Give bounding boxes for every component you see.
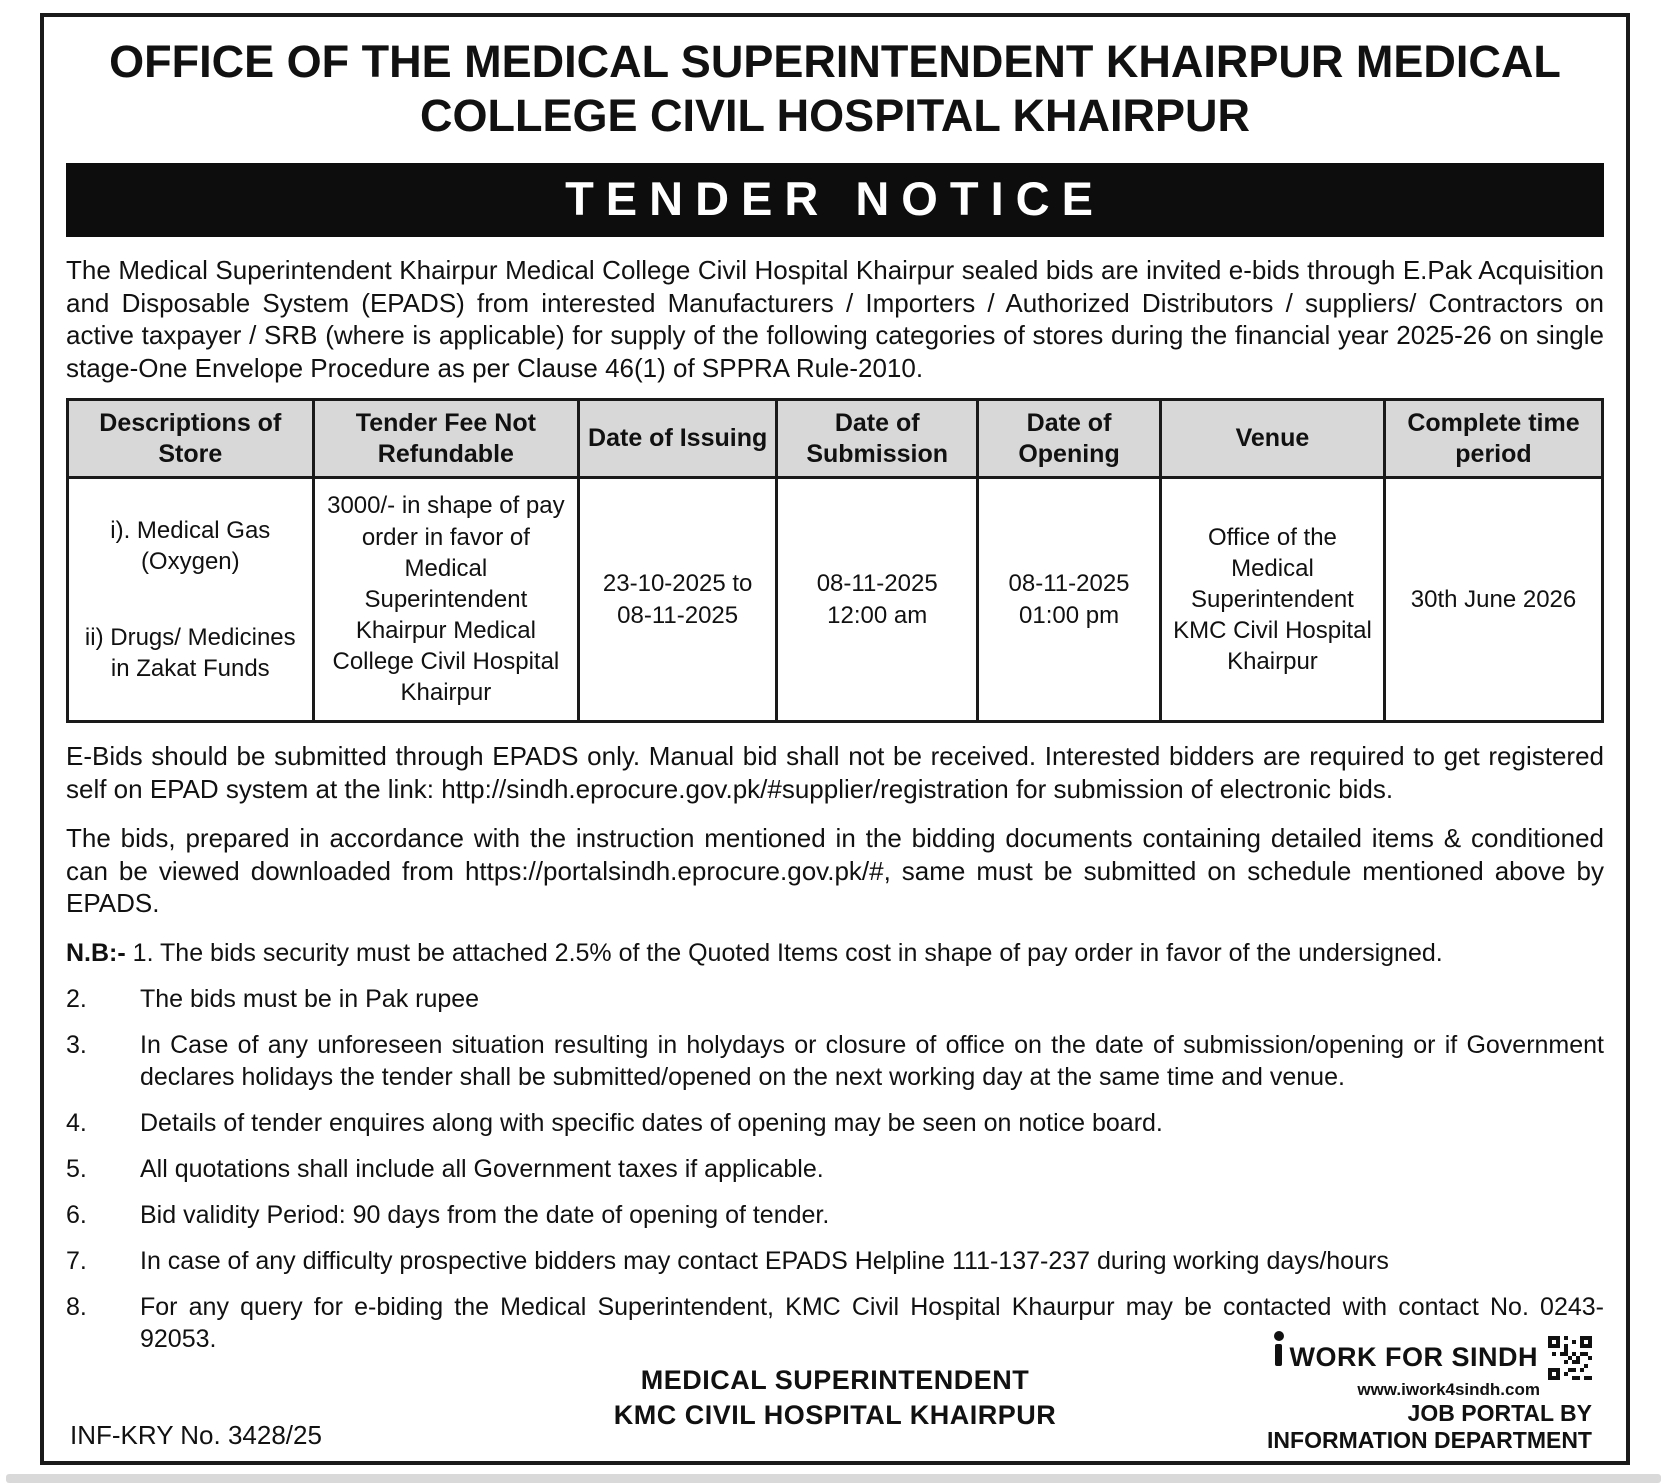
page-title: OFFICE OF THE MEDICAL SUPERINTENDENT KHAIRPUR MEDICAL COLLEGE CIVIL HOSPITAL KHAIRPUR: [109, 36, 1561, 141]
notes-list: [66, 983, 1604, 1355]
note-text: The bids must be in Pak rupee: [140, 984, 480, 1013]
date-issuing-cell: 23-10-2025 to 08-11-2025: [579, 478, 777, 722]
store-item-2: ii) Drugs/ Medicines in Zakat Funds: [84, 623, 296, 682]
logo-brand-text: WORK FOR SINDH: [1289, 1342, 1538, 1373]
table-header-cell: Descriptions of Store: [68, 400, 314, 478]
store-item-1: i). Medical Gas (Oxygen): [110, 517, 271, 576]
nb-label: N.B:-: [66, 938, 126, 967]
submission-date: 08-11-2025: [816, 570, 938, 598]
signature-line-2: KMC CIVIL HOSPITAL KHAIRPUR: [613, 1399, 1057, 1430]
note-text: Details of tender enquires along with specific dates of opening may be seen on notice board.: [140, 1108, 1163, 1137]
logo-url: www.iwork4sindh.com: [1357, 1379, 1540, 1399]
note-item: [66, 983, 1604, 1015]
reference-number: INF-KRY No. 3428/25: [70, 1420, 322, 1450]
qr-code-icon: [1548, 1336, 1592, 1380]
ebids-paragraph: E-Bids should be submitted through EPADS only. Manual bid shall not be received. Interested bidders are required to get registered self on EPAD system at the link: http://sindh.eprocure.gov.pk/#supplier/registration for submission of electronic bids.: [66, 741, 1604, 804]
note-number: 3.: [66, 1030, 87, 1059]
signature-line-1: MEDICAL SUPERINTENDENT: [640, 1364, 1030, 1395]
iworkforsindh-i-icon: [1275, 1344, 1282, 1366]
note-item: [66, 1153, 1604, 1185]
note-text: In Case of any unforeseen situation resulting in holydays or closure of office on the date of submission/opening or if Government declares holidays the tender shall be submitted/opened on the next working day at the same time and venue.: [140, 1030, 1604, 1091]
note-text: For any query for e-biding the Medical Superintendent, KMC Civil Hospital Khaurpur may be contacted with contact No. 0243-92053.: [140, 1292, 1604, 1353]
note-number: 6.: [66, 1200, 87, 1229]
opening-date: 08-11-2025: [1008, 570, 1130, 598]
table-header-cell: Tender Fee Not Refundable: [313, 400, 579, 478]
nb-first-text: The bids security must be attached 2.5% of the Quoted Items cost in shape of pay order in favor of the undersigned.: [160, 938, 1443, 967]
date-opening-cell: [978, 478, 1161, 722]
table-row: [68, 478, 1603, 722]
logo-tagline-1: JOB PORTAL BY: [1407, 1399, 1592, 1426]
note-item: [66, 1199, 1604, 1231]
tender-notice-banner: TENDER NOTICE: [66, 163, 1604, 237]
note-number: 2.: [66, 984, 87, 1013]
tender-fee-cell: 3000/- in shape of pay order in favor of Medical Superintendent Khairpur Medical College Civil Hospital Khairpur: [313, 478, 579, 722]
note-number: 8.: [66, 1292, 87, 1321]
table-header-cell: Date of Submission: [777, 400, 978, 478]
page-border-frame: [40, 13, 1630, 1465]
note-item: [66, 1245, 1604, 1277]
opening-time: 01:00 pm: [1019, 601, 1120, 629]
nb-first-number: 1.: [132, 938, 154, 967]
note-text: In case of any difficulty prospective bidders may contact EPADS Helpline 111-137-237 during working days/hours: [140, 1246, 1389, 1275]
table-header-cell: Date of Issuing: [579, 400, 777, 478]
note-text: Bid validity Period: 90 days from the date of opening of tender.: [140, 1200, 830, 1229]
note-number: 5.: [66, 1154, 87, 1183]
store-descriptions-cell: [68, 478, 314, 722]
iworkforsindh-logo: [1262, 1336, 1592, 1455]
note-item: [66, 1029, 1604, 1093]
note-number: 4.: [66, 1108, 87, 1137]
submission-time: 12:00 am: [827, 601, 928, 629]
page-bottom-strip: [6, 1474, 1661, 1483]
table-header-cell: Complete time period: [1384, 400, 1602, 478]
tender-table: [66, 398, 1604, 723]
logo-tagline-2: INFORMATION DEPARTMENT: [1267, 1427, 1592, 1454]
date-submission-cell: [777, 478, 978, 722]
table-header-row: [68, 400, 1603, 478]
nb-note: [66, 937, 1604, 969]
time-period-cell: 30th June 2026: [1384, 478, 1602, 722]
venue-cell: Office of the Medical Superintendent KMC Civil Hospital Khairpur: [1160, 478, 1384, 722]
bidding-docs-paragraph: The bids, prepared in accordance with the instruction mentioned in the bidding documents containing detailed items & conditioned can be viewed downloaded from https://portalsindh.eprocure.gov.pk/#, same must be submitted on schedule mentioned above by EPADS.: [66, 823, 1604, 918]
note-text: All quotations shall include all Government taxes if applicable.: [140, 1154, 824, 1183]
intro-paragraph: The Medical Superintendent Khairpur Medical College Civil Hospital Khairpur sealed bids are invited e-bids through E.Pak Acquisition and Disposable System (EPADS) from interested Manufacturers / Importers / Authorized Distributors / suppliers/ Contractors on active taxpayer / SRB (where is applicable) for supply of the following categories of stores during the financial year 2025-26 on single stage-One Envelope Procedure as per Clause 46(1) of SPPRA Rule-2010.: [66, 255, 1604, 383]
table-header-cell: Date of Opening: [978, 400, 1161, 478]
note-number: 7.: [66, 1246, 87, 1275]
table-header-cell: Venue: [1160, 400, 1384, 478]
note-item: [66, 1107, 1604, 1139]
